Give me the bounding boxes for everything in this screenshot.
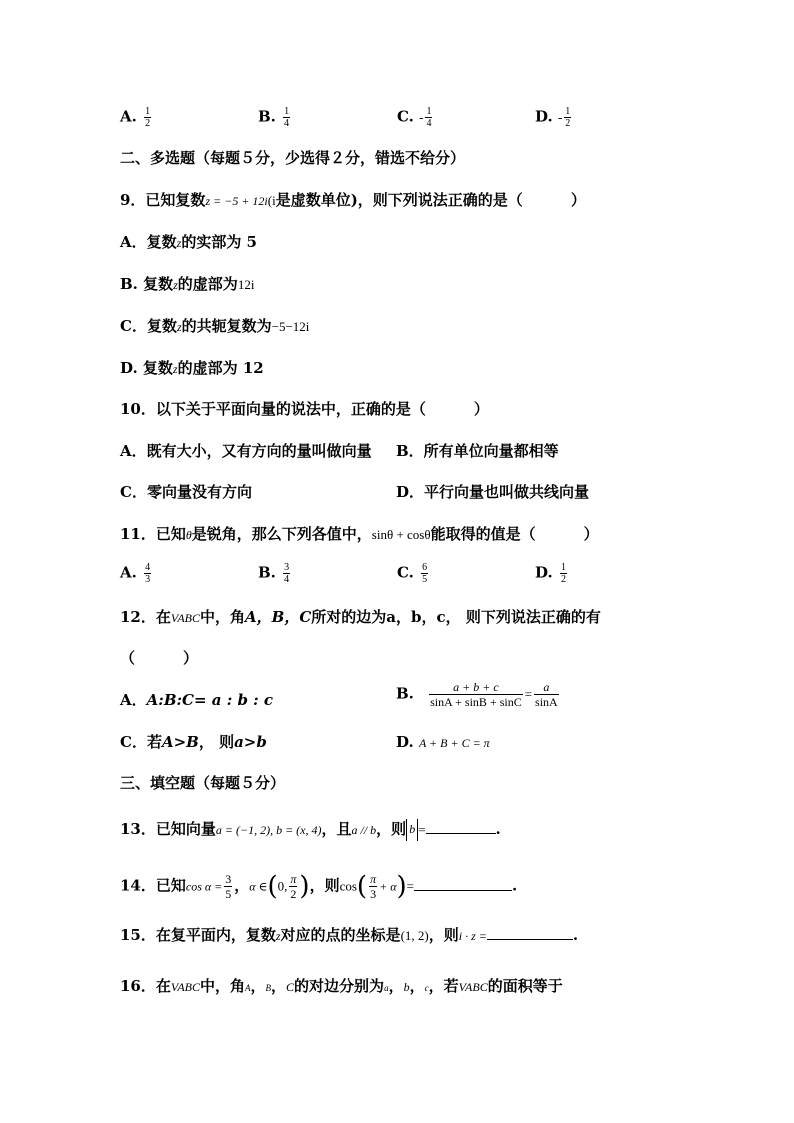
- fraction: [421, 562, 428, 585]
- fraction: [564, 106, 571, 129]
- minus-sign: -: [557, 109, 563, 125]
- q8-option-a: [120, 106, 153, 129]
- numerator: 1: [565, 106, 571, 117]
- side-b: b: [403, 980, 410, 994]
- option-text: A．复数: [120, 233, 177, 251]
- formula-text: A:B:C= a : b : c: [146, 691, 274, 709]
- formula-text: + α: [379, 879, 397, 894]
- separator: ，: [271, 977, 287, 995]
- stem-text: 16．在: [120, 977, 171, 995]
- fraction: [224, 872, 232, 901]
- denominator: 5: [422, 574, 428, 585]
- side-a: a: [384, 983, 389, 993]
- question-10-option-b: B．所有单位向量都相等: [396, 442, 559, 460]
- question-12-option-d: [396, 732, 490, 753]
- question-9-option-c: [120, 316, 309, 337]
- fraction: [369, 872, 377, 901]
- stem-text: ，则: [428, 926, 459, 944]
- side-c: c: [424, 983, 429, 993]
- option-label: D.: [535, 107, 553, 126]
- question-10-option-a: A．既有大小，又有方向的量叫做向量: [120, 442, 372, 460]
- minus-sign: -: [419, 109, 424, 125]
- question-12-stem: [120, 607, 601, 628]
- paren-open: （: [120, 649, 136, 667]
- fraction: [283, 562, 290, 585]
- variable: z: [176, 320, 182, 334]
- option-text: 的共轭复数为: [181, 317, 272, 335]
- stem-text: 是虚数单位)，则下列说法正确的是（: [275, 191, 523, 209]
- option-label: A.: [120, 563, 137, 582]
- q8-option-d: [535, 106, 573, 129]
- question-12-option-c: [120, 732, 267, 752]
- question-11-option-c: [397, 562, 430, 585]
- option-text: B. 复数: [120, 275, 174, 293]
- fraction: [144, 106, 151, 129]
- denominator: 4: [284, 118, 290, 129]
- triangle-symbol: VABC: [458, 980, 488, 994]
- formula-text: cos: [339, 878, 357, 894]
- paren-close: ）: [473, 400, 489, 418]
- variable: z: [173, 278, 178, 292]
- question-11-option-d: [535, 562, 569, 585]
- complex-number-formula: z = −5 + 12i: [205, 194, 268, 208]
- q8-option-b: [258, 106, 292, 129]
- equals-sign: =: [524, 686, 533, 702]
- question-10-option-c: C．零向量没有方向: [120, 483, 252, 501]
- formula-text: 0,: [277, 878, 288, 894]
- denominator: 4: [426, 118, 432, 129]
- stem-text: 中，角: [199, 608, 245, 626]
- option-label: C.: [397, 563, 414, 582]
- numerator: 3: [225, 872, 232, 886]
- equals-sign: =: [418, 822, 426, 837]
- numerator: π: [290, 872, 297, 886]
- coordinate: (1, 2): [400, 928, 429, 943]
- denominator: 2: [145, 118, 151, 129]
- period: .: [495, 820, 501, 838]
- angle-list: A，B，C: [245, 608, 312, 626]
- denominator: 3: [370, 887, 377, 901]
- stem-text: 对应的点的坐标是: [280, 926, 401, 944]
- stem-text: ，若: [428, 977, 459, 995]
- stem-text: 则下列说法正确的有: [460, 608, 601, 626]
- stem-text: ，则: [376, 820, 407, 838]
- stem-text: 12．在: [120, 608, 171, 626]
- formula-text: −5−12i: [271, 319, 310, 334]
- question-14: 14．已知cos α = $\frac{3}{5}$ ，α ∈(0, $\frac{\pi}{2}$ )，则cos( $\frac{\pi}{3}$ + α)= .: [120, 871, 518, 902]
- option-text: 的虚部为 12: [177, 359, 264, 377]
- paren-close: ）: [583, 525, 599, 543]
- side-list: a，b，c，: [386, 608, 461, 626]
- triangle-symbol: VABC: [170, 611, 200, 625]
- answer-blank[interactable]: [487, 925, 573, 940]
- question-9-option-b: [120, 274, 254, 295]
- formula-text: cos α =: [185, 879, 223, 894]
- numerator: 3: [284, 562, 290, 573]
- denominator: 5: [225, 887, 232, 901]
- question-9-option-a: [120, 232, 257, 253]
- option-label: B.: [258, 107, 276, 126]
- stem-text: 的对边分别为: [294, 977, 385, 995]
- section-three-title: 三、填空题（每题５分）: [120, 774, 286, 792]
- question-11-option-a: [120, 562, 153, 585]
- option-label: B.: [258, 563, 276, 582]
- question-10-option-d: D．平行向量也叫做共线向量: [396, 483, 590, 501]
- period: .: [512, 876, 518, 895]
- question-12-option-b: [396, 680, 561, 709]
- stem-text: 13．已知向量: [120, 820, 216, 838]
- formula-text: A>B: [161, 733, 199, 751]
- angle-c: C: [286, 980, 295, 994]
- variable: z: [275, 929, 281, 943]
- formula-text: a>b: [234, 733, 267, 751]
- numerator: 1: [145, 106, 151, 117]
- denominator: 4: [284, 574, 290, 585]
- stem-text: ，则: [309, 876, 340, 895]
- answer-blank[interactable]: [414, 876, 512, 891]
- option-label: A．: [120, 691, 147, 709]
- fraction: [425, 106, 432, 129]
- question-10-stem: [120, 399, 489, 419]
- vector-magnitude: b: [406, 819, 418, 841]
- numerator: 1: [284, 106, 290, 117]
- denominator: 2: [560, 574, 566, 585]
- equals-sign: =: [406, 878, 414, 894]
- q8-option-c: [397, 106, 434, 129]
- stem-text: 11．已知: [120, 525, 186, 543]
- fraction: [429, 680, 523, 709]
- formula-text: i · z =: [458, 929, 487, 943]
- question-11-option-b: [258, 562, 292, 585]
- question-9-stem: [120, 190, 586, 211]
- denominator: 2: [290, 887, 297, 901]
- variable: z: [172, 362, 178, 376]
- formula-text: sinθ + cosθ: [371, 527, 431, 542]
- fraction: [283, 106, 290, 129]
- separator: ，: [409, 977, 425, 995]
- separator: ，: [250, 977, 266, 995]
- option-text: C．复数: [120, 317, 177, 335]
- numerator: 1: [426, 106, 432, 117]
- numerator: 1: [560, 562, 566, 573]
- option-label: D.: [396, 733, 414, 751]
- question-15: [120, 925, 578, 946]
- option-label: B.: [396, 684, 414, 703]
- denominator: sinA: [535, 695, 558, 709]
- fraction: [560, 562, 567, 585]
- question-12-answer-paren: [120, 648, 198, 668]
- stem-text: 15．在复平面内，复数: [120, 926, 276, 944]
- stem-text: ，且: [321, 820, 352, 838]
- numerator: a: [543, 680, 550, 694]
- answer-blank[interactable]: [426, 819, 496, 834]
- formula-text: (i: [267, 193, 276, 208]
- numerator: π: [370, 872, 377, 886]
- question-16: [120, 976, 563, 998]
- stem-text: 的面积等于: [487, 977, 563, 995]
- question-9-option-d: [120, 358, 264, 379]
- parallel-condition: a // b: [351, 823, 377, 837]
- stem-text: 9．已知复数: [120, 191, 206, 209]
- option-label: A.: [120, 107, 137, 126]
- paren-close: ）: [183, 649, 199, 667]
- question-13: [120, 819, 501, 841]
- fraction: [289, 872, 297, 901]
- fraction: [534, 680, 559, 709]
- variable: z: [176, 236, 182, 250]
- option-text: C．若: [120, 733, 162, 751]
- stem-text: 是锐角，那么下列各值中，: [191, 525, 372, 543]
- formula-text: α ∈: [249, 879, 268, 894]
- option-text: ， 则: [198, 733, 235, 751]
- section-two-title: 二、多选题（每题５分，少选得２分，错选不给分）: [120, 149, 466, 167]
- denominator: 2: [565, 118, 571, 129]
- vector-formula: a = (−1, 2), b = (x, 4): [215, 823, 322, 837]
- question-12-option-a: [120, 690, 273, 710]
- triangle-symbol: VABC: [170, 980, 200, 994]
- stem-text: 所对的边为: [311, 608, 387, 626]
- separator: ，: [388, 977, 404, 995]
- angle-a: A: [245, 983, 251, 993]
- stem-text: 能取得的值是（: [430, 525, 536, 543]
- option-text: 的虚部为: [177, 275, 238, 293]
- denominator: sinA + sinB + sinC: [430, 695, 522, 709]
- option-label: C.: [397, 107, 414, 126]
- option-text: D. 复数: [120, 359, 173, 377]
- stem-text: 10．以下关于平面向量的说法中，正确的是（: [120, 400, 426, 418]
- numerator: 6: [422, 562, 428, 573]
- denominator: 3: [145, 574, 151, 585]
- paren-close: ）: [570, 191, 586, 209]
- formula-text: A + B + C = π: [418, 736, 490, 750]
- option-text: 的实部为 5: [181, 233, 257, 251]
- numerator: 4: [145, 562, 151, 573]
- formula-text: 12i: [237, 277, 255, 292]
- stem-text: 14．已知: [120, 876, 186, 895]
- angle-b: B: [265, 983, 272, 993]
- question-11-stem: [120, 524, 599, 545]
- numerator: a + b + c: [453, 680, 499, 694]
- stem-text: 中，角: [199, 977, 245, 995]
- period: .: [572, 926, 579, 944]
- fraction: [144, 562, 151, 585]
- option-label: D.: [535, 563, 553, 582]
- variable: θ: [185, 528, 192, 542]
